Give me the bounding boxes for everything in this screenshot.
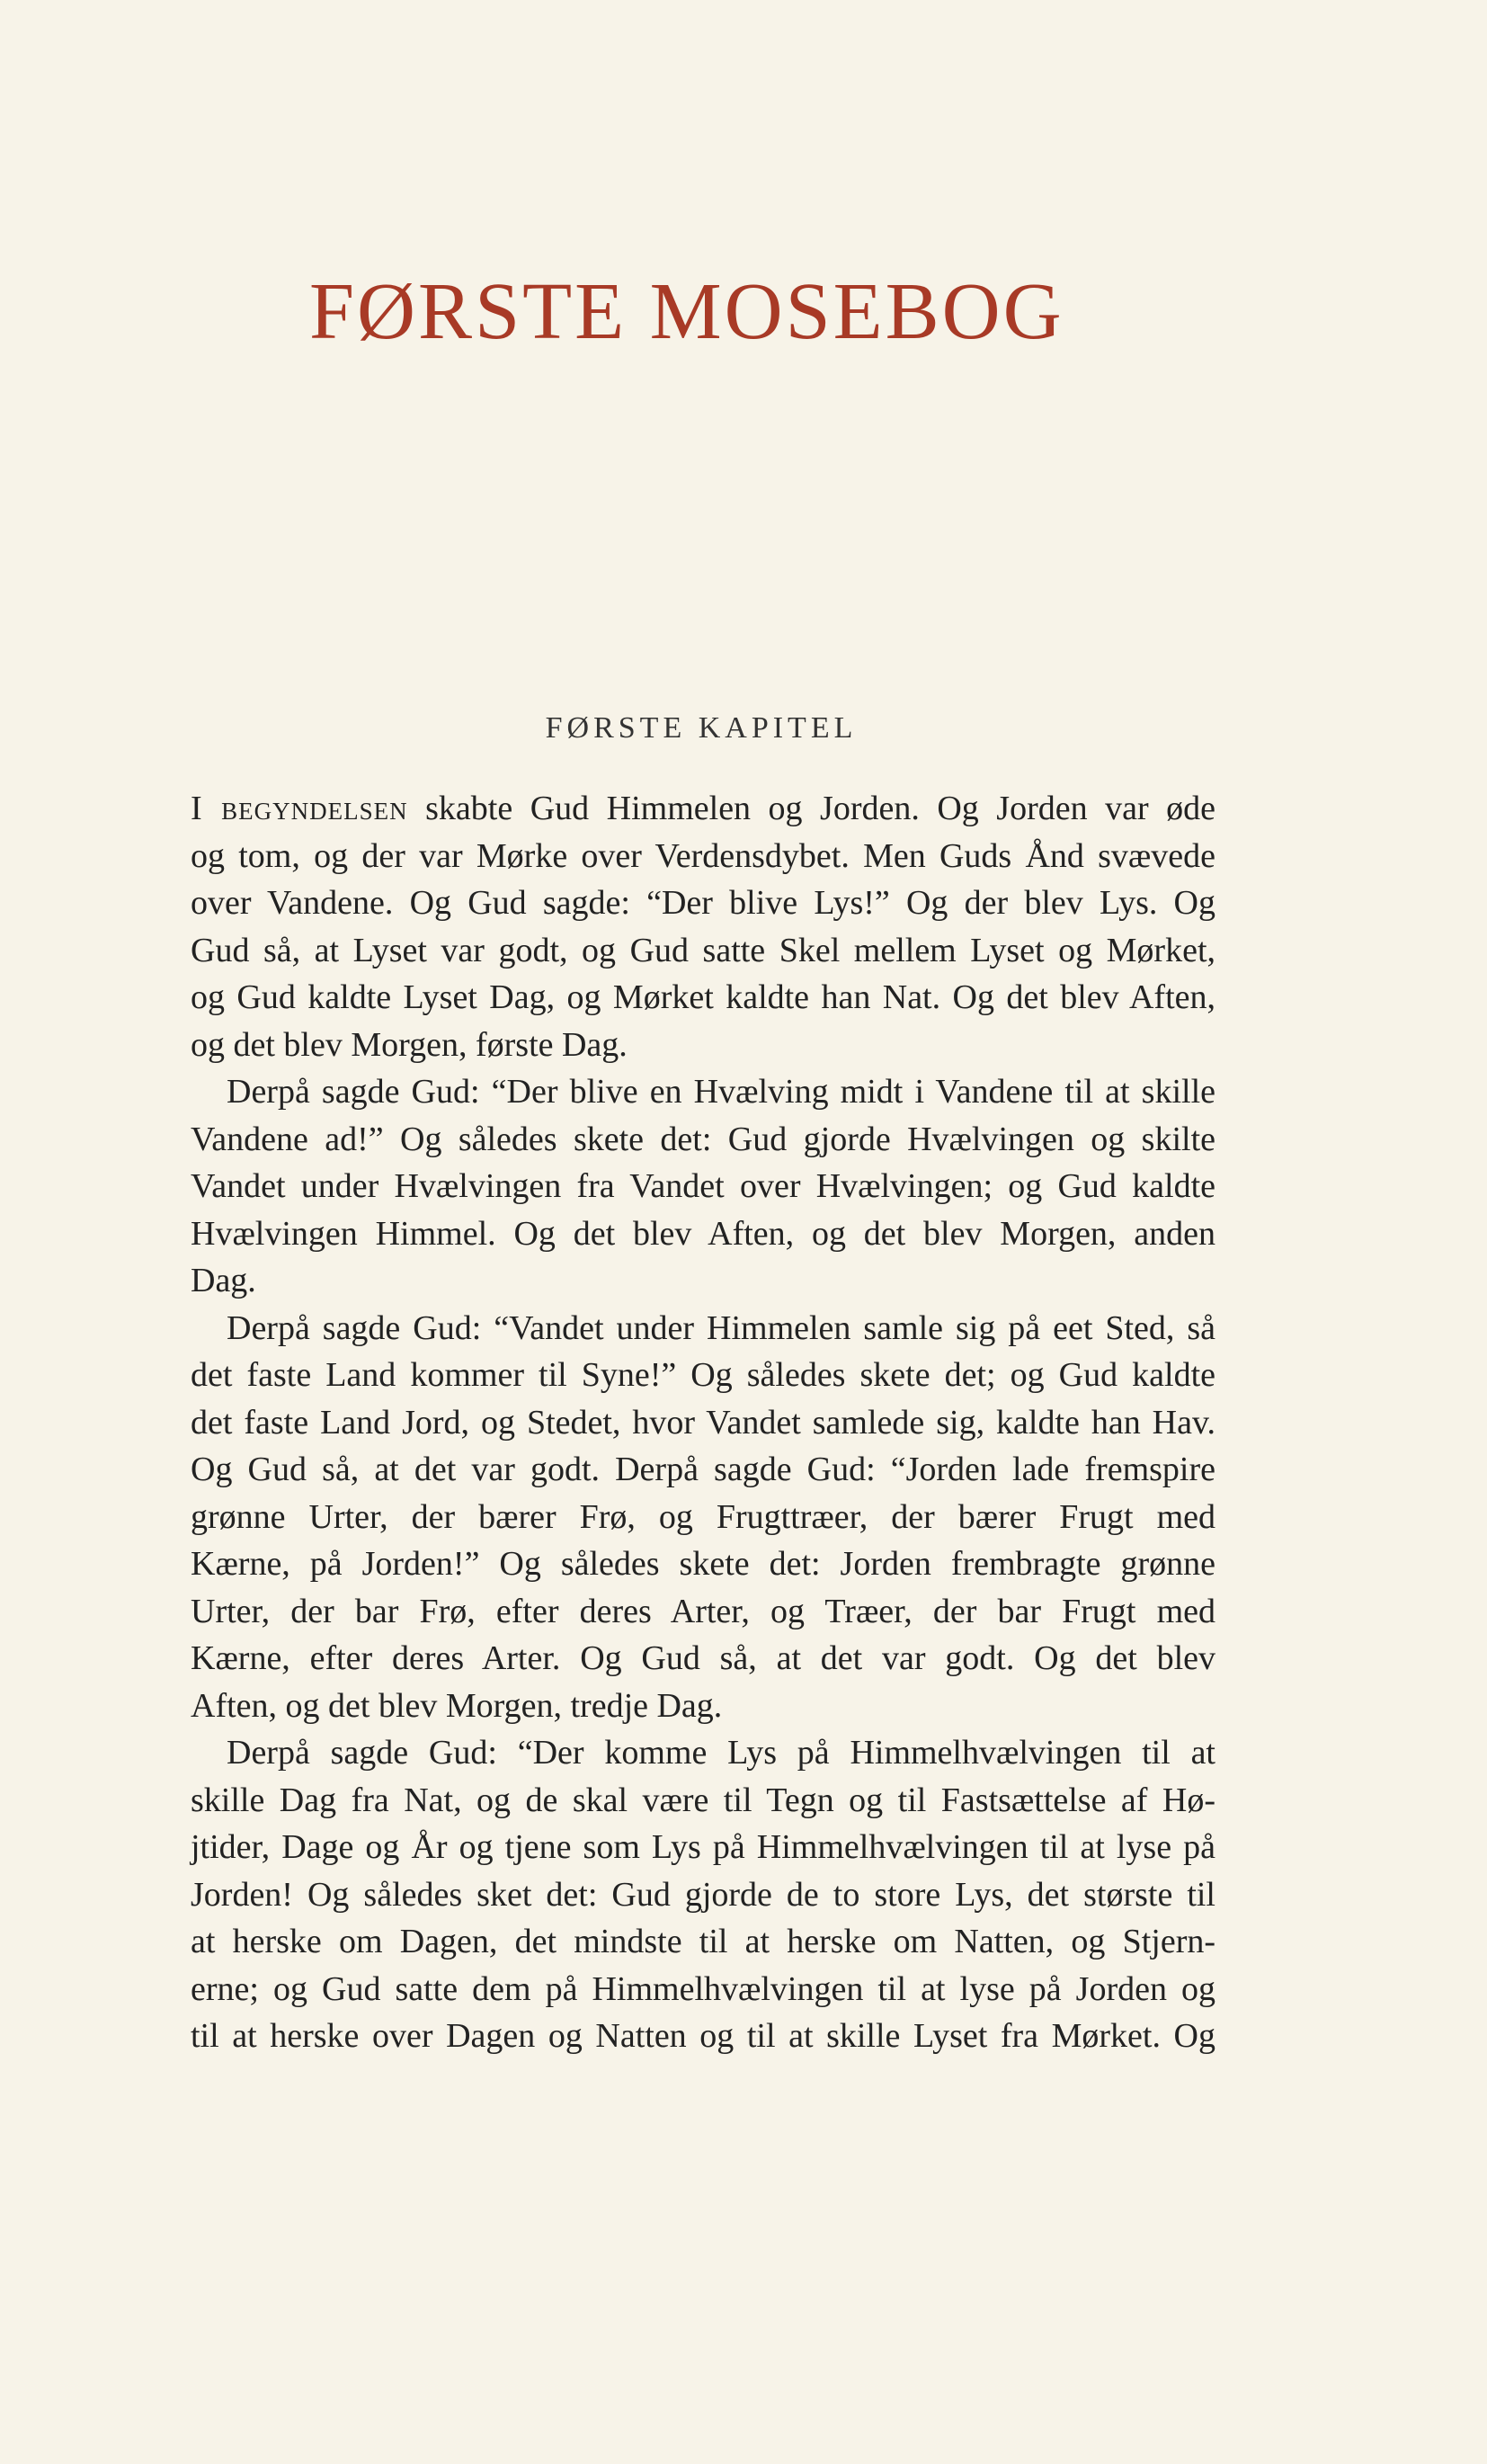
text-line: Jorden! Og således sket det: Gud gjorde de to store Lys, det største til — [191, 1875, 1215, 1914]
text-line: det faste Land kommer til Syne!” Og således skete det; og Gud kaldte — [191, 1356, 1215, 1394]
text-line: erne; og Gud satte dem på Himmelhvælvingen til at lyse på Jorden og — [191, 1969, 1215, 2008]
text-line: og Gud kaldte Lyset Dag, og Mørket kaldte han Nat. Og det blev Aften, — [191, 978, 1215, 1016]
text-line: Urter, der bar Frø, efter deres Arter, og Træer, der bar Frugt med — [191, 1592, 1215, 1630]
text-line: Kærne, på Jorden!” Og således skete det: Jorden frembragte grønne — [191, 1545, 1215, 1583]
text-line: Hvælvingen Himmel. Og det blev Aften, og det blev Morgen, anden — [191, 1214, 1215, 1253]
text-line: Vandene ad!” Og således skete det: Gud gjorde Hvælvingen og skilte — [191, 1120, 1215, 1158]
chapter-heading: FØRSTE KAPITEL — [545, 711, 858, 745]
text-line: til at herske over Dagen og Natten og til at skille Lyset fra Mørket. Og — [191, 2017, 1215, 2055]
text-line: at herske om Dagen, det mindste til at herske om Natten, og Stjern- — [191, 1923, 1215, 1960]
text-line: Kærne, efter deres Arter. Og Gud så, at det var godt. Og det blev — [191, 1639, 1215, 1677]
text-line: Og Gud så, at det var godt. Derpå sagde Gud: “Jorden lade fremspire — [191, 1451, 1215, 1488]
text-line: over Vandene. Og Gud sagde: “Der blive Lys!” Og der blev Lys. Og — [191, 884, 1215, 922]
text-line: og det blev Morgen, første Dag. — [191, 1025, 628, 1064]
text-line: Vandet under Hvælvingen fra Vandet over Hvælvingen; og Gud kaldte — [191, 1167, 1215, 1205]
book-title: FØRSTE MOSEBOG — [309, 267, 1064, 356]
chapter-text — [191, 785, 1215, 2060]
text-line: Derpå sagde Gud: “Vandet under Himmelen samle sig på eet Sted, så — [227, 1308, 1215, 1347]
text-line: skille Dag fra Nat, og de skal være til Tegn og til Fastsættelse af Hø- — [191, 1781, 1215, 1819]
opening-small-caps: I begyndelsen — [191, 790, 408, 827]
text-line: grønne Urter, der bærer Frø, og Frugttræer, der bærer Frugt med — [191, 1497, 1215, 1536]
text-line: Gud så, at Lyset var godt, og Gud satte Skel mellem Lyset og Mørket, — [191, 931, 1215, 969]
text-line: Dag. — [191, 1262, 256, 1299]
text-line: Aften, og det blev Morgen, tredje Dag. — [191, 1686, 723, 1725]
text-line: Derpå sagde Gud: “Der komme Lys på Himmelhvælvingen til at — [227, 1734, 1215, 1772]
text-line: jtider, Dage og År og tjene som Lys på Himmelhvælvingen til at lyse på — [191, 1828, 1215, 1866]
text-line — [191, 785, 1215, 833]
text-line: Derpå sagde Gud: “Der blive en Hvælving midt i Vandene til at skille — [227, 1073, 1215, 1111]
text-line: det faste Land Jord, og Stedet, hvor Vandet samlede sig, kaldte han Hav. — [191, 1403, 1215, 1442]
text-line: og tom, og der var Mørke over Verdensdybet. Men Guds Ånd svævede — [191, 836, 1215, 875]
text-line-content: skabte Gud Himmelen og Jorden. Og Jorden var øde — [425, 790, 1215, 827]
